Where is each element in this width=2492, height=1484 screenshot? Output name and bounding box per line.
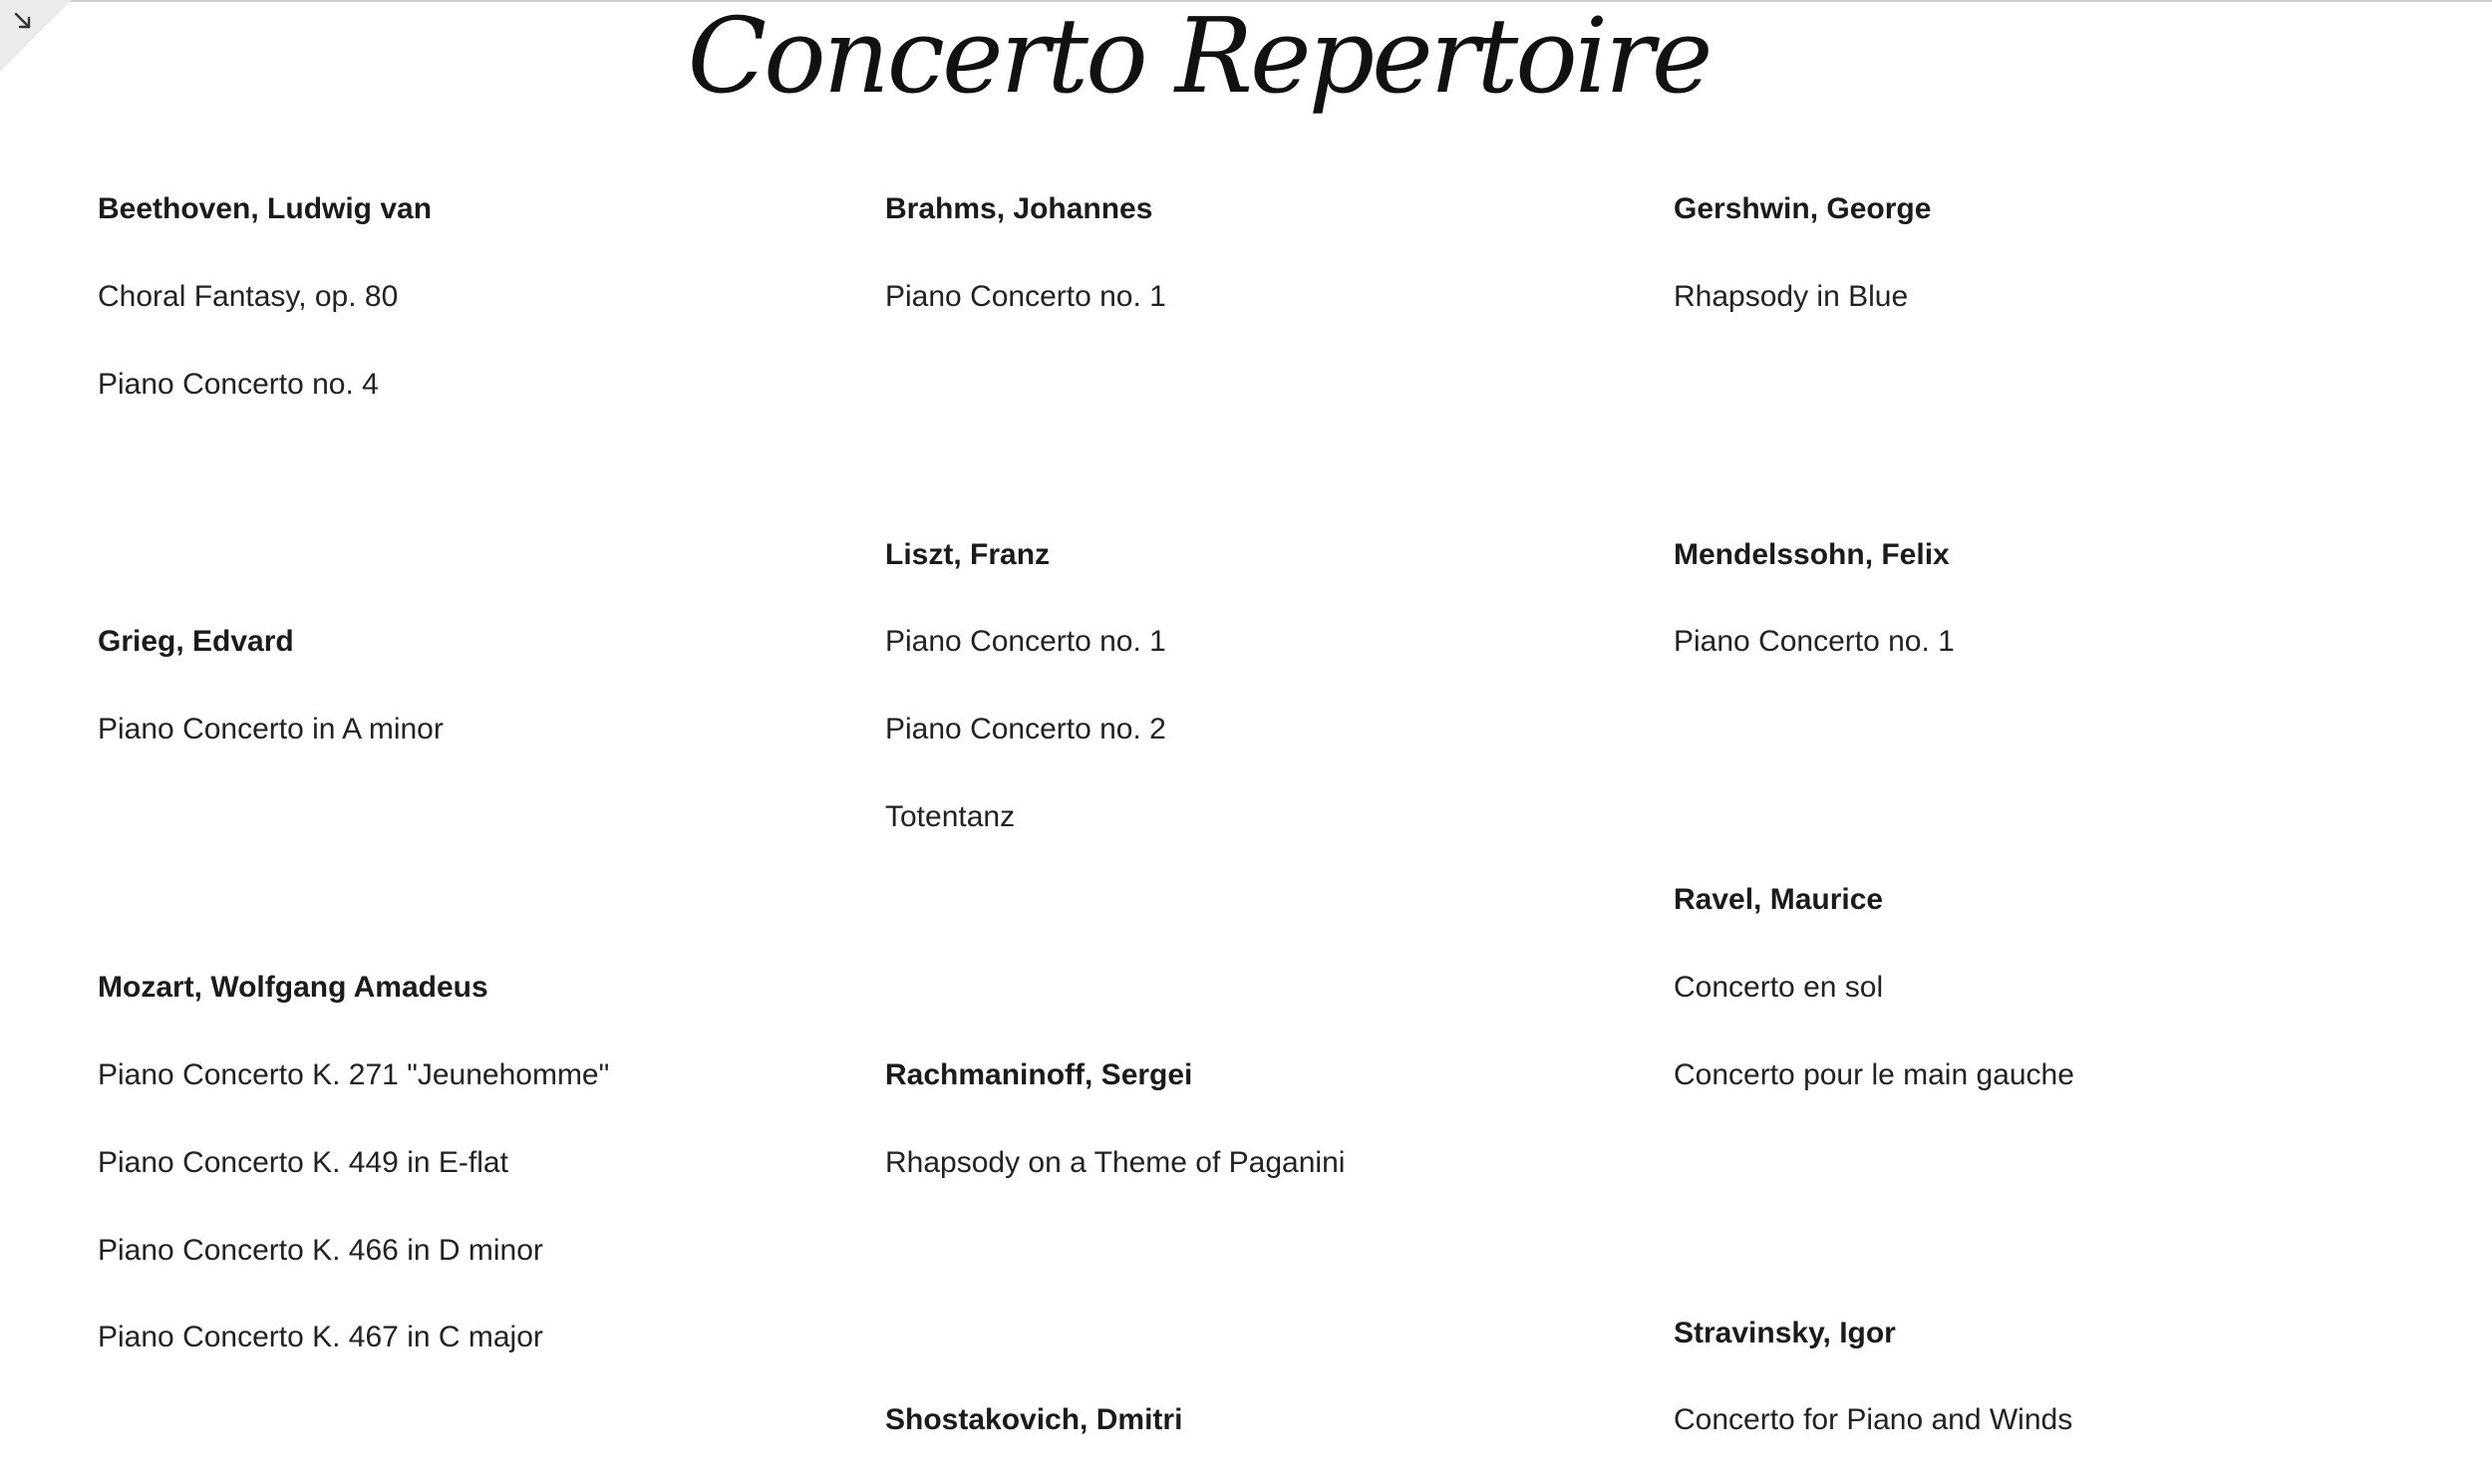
- work-item: Totentanz: [885, 800, 1016, 833]
- composer-heading: Gershwin, George: [1674, 192, 1932, 225]
- work-item: Rhapsody on a Theme of Paganini: [885, 1146, 1346, 1179]
- work-item: Piano Concerto no. 1: [1674, 625, 1955, 658]
- work-item: Concerto en sol: [1674, 971, 1884, 1004]
- composer-heading: Liszt, Franz: [885, 538, 1051, 571]
- work-item: Concerto for Piano and Winds: [1674, 1403, 2073, 1436]
- work-item: Rhapsody in Blue: [1674, 280, 1909, 313]
- work-item: Piano Concerto K. 271 "Jeunehomme": [98, 1058, 610, 1091]
- work-item: Piano Concerto in A minor: [98, 713, 444, 745]
- work-item: Piano Concerto K. 449 in E-flat: [98, 1146, 508, 1179]
- composer-heading: Beethoven, Ludwig van: [98, 192, 433, 225]
- work-item: Piano Concerto no. 1: [885, 280, 1166, 313]
- composer-heading: Mozart, Wolfgang Amadeus: [98, 971, 488, 1004]
- work-item: Piano Concerto no. 2: [885, 713, 1166, 745]
- composer-heading: Rachmaninoff, Sergei: [885, 1058, 1193, 1091]
- composer-heading: Shostakovich, Dmitri: [885, 1403, 1183, 1436]
- composer-heading: Stravinsky, Igor: [1674, 1317, 1896, 1349]
- composer-heading: Mendelssohn, Felix: [1674, 538, 1950, 571]
- work-item: Piano Concerto K. 467 in C major: [98, 1321, 543, 1353]
- page-title: Concerto Repertoire: [687, 0, 1711, 117]
- work-item: Choral Fantasy, op. 80: [98, 280, 399, 313]
- work-item: Concerto pour le main gauche: [1674, 1058, 2074, 1091]
- composer-heading: Grieg, Edvard: [98, 625, 294, 658]
- work-item: Piano Concerto K. 466 in D minor: [98, 1234, 543, 1267]
- composer-heading: Brahms, Johannes: [885, 192, 1153, 225]
- composer-heading: Ravel, Maurice: [1674, 883, 1884, 916]
- work-item: Piano Concerto no. 4: [98, 368, 379, 401]
- work-item: Piano Concerto no. 1: [885, 625, 1166, 658]
